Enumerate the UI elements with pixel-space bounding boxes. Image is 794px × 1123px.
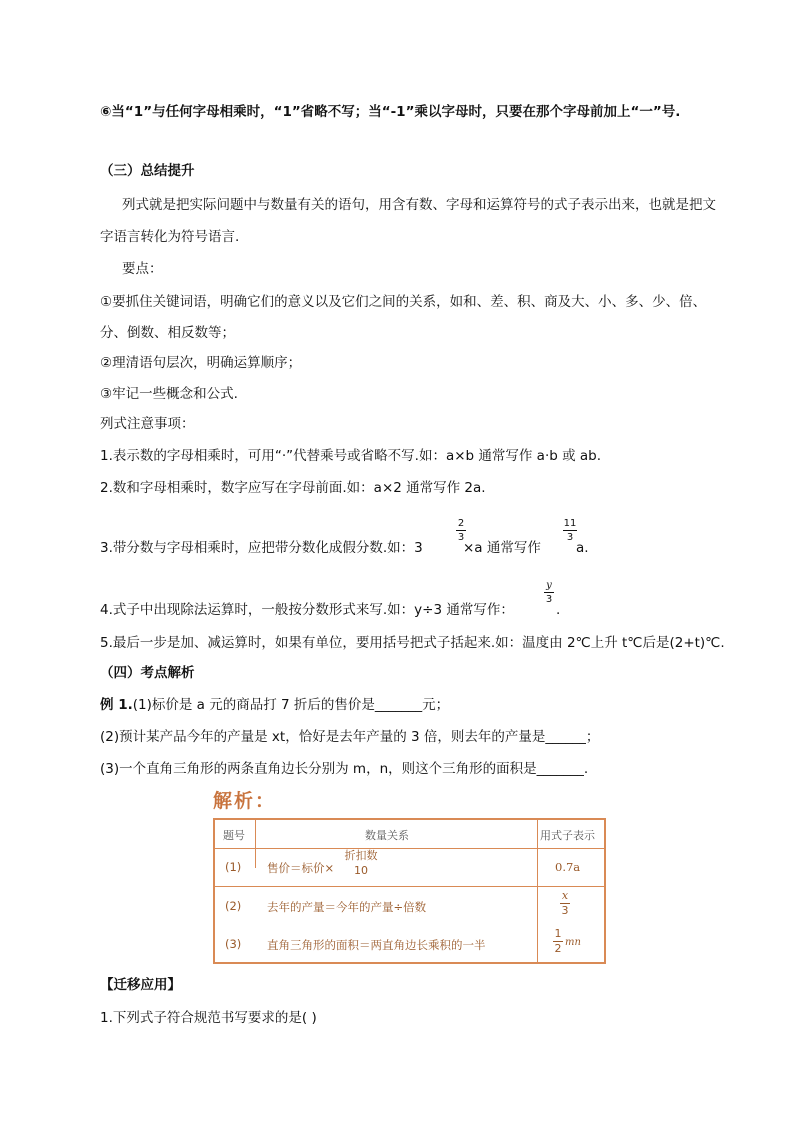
note3-middle: ×a 通常写作 [463,540,541,556]
point1-line1: ①要抓住关键词语，明确它们的意义以及它们之间的关系，如和、差、积、商及大、小、多、少、倍、 [100,294,707,310]
transfer-title: 【迁移应用】 [100,977,181,993]
rule-6: ⑥当“1”与任何字母相乘时，“1”省略不写；当“-1”乘以字母时，只要在那个字母前加上“一”号. [100,104,681,120]
transfer-q1: 1.下列式子符合规范书写要求的是( ) [100,1010,317,1026]
row1-expression: 0.7a [555,860,581,874]
para1-line1: 列式就是把实际问题中与数量有关的语句，用含有数、字母和运算符号的式子表示出来，也就是把文 [122,197,716,213]
note4-prefix: 4.式子中出现除法运算时，一般按分数形式来写.如：y÷3 通常写作： [100,602,514,618]
row1-num: (1) [225,860,242,874]
row3-expression-frac: 1 2 [554,927,562,955]
row3-expression-suffix: mn [565,937,581,948]
example-label: 例 1. [100,697,133,713]
section-4-title: （四）考点解析 [100,665,195,681]
row2-relation: 去年的产量＝今年的产量÷倍数 [267,900,427,914]
point3: ③牢记一些概念和公式. [100,386,238,402]
analysis-table [213,818,606,964]
header-num: 题号 [223,829,245,842]
note4-fraction [544,580,554,605]
q1-text: (1)标价是 a 元的商品打 7 折后的售价是_______元； [132,697,450,713]
note3-prefix: 3.带分数与字母相乘时，应把带分数化成假分数.如：3 [100,540,423,556]
note5: 5.最后一步是加、减运算时，如果有单位，要用括号把式子括起来.如：温度由 2℃上升 t℃后是(2+t)℃. [100,635,725,651]
note4-frac-den: 3 [545,594,553,605]
row3-num: (3) [225,937,242,951]
row2-num: (2) [225,899,242,913]
para1-line2: 字语言转化为符号语言. [100,229,240,245]
section-3-title: （三）总结提升 [100,163,195,179]
row1-fraction: 折扣数 10 [344,849,378,877]
header-expression: 用式子表示 [540,829,595,842]
analysis-title: 解析： [213,790,277,812]
point1-line2: 分、倒数、相反数等； [100,325,235,341]
note3-frac2-den: 3 [566,532,574,543]
note3-suffix: a. [576,540,589,556]
example-1-q2: (2)预计某产品今年的产量是 xt，恰好是去年产量的 3 倍，则去年的产量是______； [100,729,600,745]
note3-frac2-num: 11 [563,518,577,529]
row3-relation: 直角三角形的面积＝两直角边长乘积的一半 [267,938,486,952]
key-points-label: 要点： [122,261,163,277]
example-1-q1 [100,696,449,714]
notes-label: 列式注意事项： [100,416,195,432]
row1-relation: 售价＝标价× [267,861,335,875]
note4-suffix: . [556,602,561,618]
note2: 2.数和字母相乘时，数字应写在字母前面.如：a×2 通常写作 2a. [100,480,486,496]
note3-frac1-den: 3 [457,532,465,543]
point2: ②理清语句层次，明确运算顺序； [100,355,302,371]
row2-expression: x 3 [561,889,569,917]
note3-frac1-num: 2 [457,518,465,529]
header-relation: 数量关系 [365,829,409,842]
example-1-q3: (3)一个直角三角形的两条直角边长分别为 m，n，则这个三角形的面积是_______. [100,761,589,777]
note4-frac-num: y [546,580,552,591]
note1: 1.表示数的字母相乘时，可用“·”代替乘号或省略不写.如：a×b 通常写作 a·b 或 ab. [100,448,602,464]
note3-fraction-2 [563,518,577,543]
